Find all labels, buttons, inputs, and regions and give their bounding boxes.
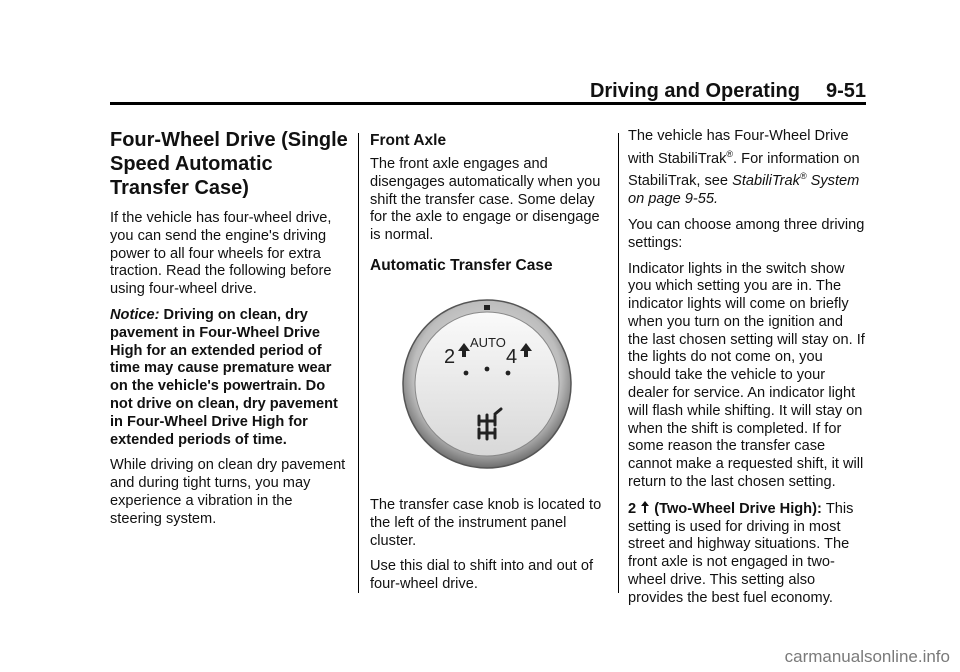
notice-paragraph: [110, 307, 348, 449]
page-number: 9-51: [825, 80, 866, 102]
setting-description: This setting is used for driving in most street and highway situations. The front axle is not engaged in two-wheel drive. This setting also provides the best fuel economy.: [628, 500, 854, 606]
column-divider: [618, 133, 619, 593]
intro-paragraph: If the vehicle has four-wheel drive, you can send the engine's driving power to all four wheels for extra traction. Read the following before using four-wheel drive.: [110, 210, 332, 298]
column-1: [110, 128, 348, 537]
heading-line: Transfer Case): [110, 177, 249, 199]
text-run: StabiliTrak: [732, 173, 800, 190]
setting-label: [628, 501, 826, 517]
page-header: [110, 80, 866, 102]
transfer-case-knob-image: [400, 297, 574, 471]
column-3: [628, 128, 866, 616]
knob-location-paragraph: The transfer case knob is located to the left of the instrument panel cluster.: [370, 496, 602, 549]
column-divider: [358, 133, 359, 593]
text-run: . For information on StabiliTrak, see: [628, 150, 860, 190]
watermark: carmanualsonline.info: [784, 647, 950, 666]
body-paragraph: While driving on clean dry pavement and during tight turns, you may experience a vibration in the steering system.: [110, 457, 346, 527]
notice-text: Driving on clean, dry pavement in Four-Wheel Drive High for an extended period of time may cause premature wear on the vehicle's powertrain. Do not drive on clean, dry pavement in Four-Wheel Drive High for extended periods of time.: [110, 306, 338, 448]
dial-usage-paragraph: Use this dial to shift into and out of four-wheel drive.: [370, 558, 594, 593]
header-rule: [110, 102, 866, 105]
knob-label-auto: AUTO: [470, 334, 506, 350]
transfer-case-heading: Automatic Transfer Case: [370, 256, 553, 274]
up-arrow-icon: [640, 500, 650, 514]
knob-label-2: 2: [444, 345, 456, 368]
front-axle-heading: Front Axle: [370, 132, 447, 149]
column-2: [370, 132, 608, 602]
registered-mark: ®: [799, 171, 807, 182]
section-heading: [110, 128, 348, 200]
setting-label-text: (Two-Wheel Drive High):: [654, 500, 822, 517]
heading-line: Speed Automatic: [110, 153, 273, 175]
stabilitrak-paragraph: [628, 128, 866, 209]
text-run: The vehicle has Four-Wheel Drive with StabiliTrak: [628, 128, 849, 167]
settings-intro-paragraph: You can choose among three driving settings:: [628, 216, 865, 251]
knob-label-4: 4: [506, 345, 518, 368]
two-wheel-drive-paragraph: [628, 500, 866, 608]
indicator-lights-paragraph: Indicator lights in the switch show you which setting you are in. The indicator lights will come on briefly when you turn on the ignition and the last chosen setting will stay on. If the lights do not come on, you should take the vehicle to your dealer for service. An indicator light will flash while shifting. It will stay on when the shift is completed. If for some reason the transfer case cannot make a requested shift, it will return to the last chosen setting.: [628, 260, 865, 491]
indicator-dot: [485, 367, 490, 372]
knob-indicator-mark: [484, 305, 490, 310]
setting-label-number: 2: [628, 500, 637, 517]
indicator-dot: [506, 371, 511, 376]
section-title: Driving and Operating: [589, 80, 800, 102]
indicator-dot: [464, 371, 469, 376]
front-axle-paragraph: The front axle engages and disengages automatically when you shift the transfer case. Some delay for the axle to engage or disengage is normal.: [370, 156, 601, 244]
text-run: System on page 9-55.: [628, 173, 860, 208]
registered-mark: ®: [726, 148, 734, 159]
heading-line: Four-Wheel Drive (Single: [110, 129, 348, 151]
notice-label: Notice:: [110, 306, 160, 323]
